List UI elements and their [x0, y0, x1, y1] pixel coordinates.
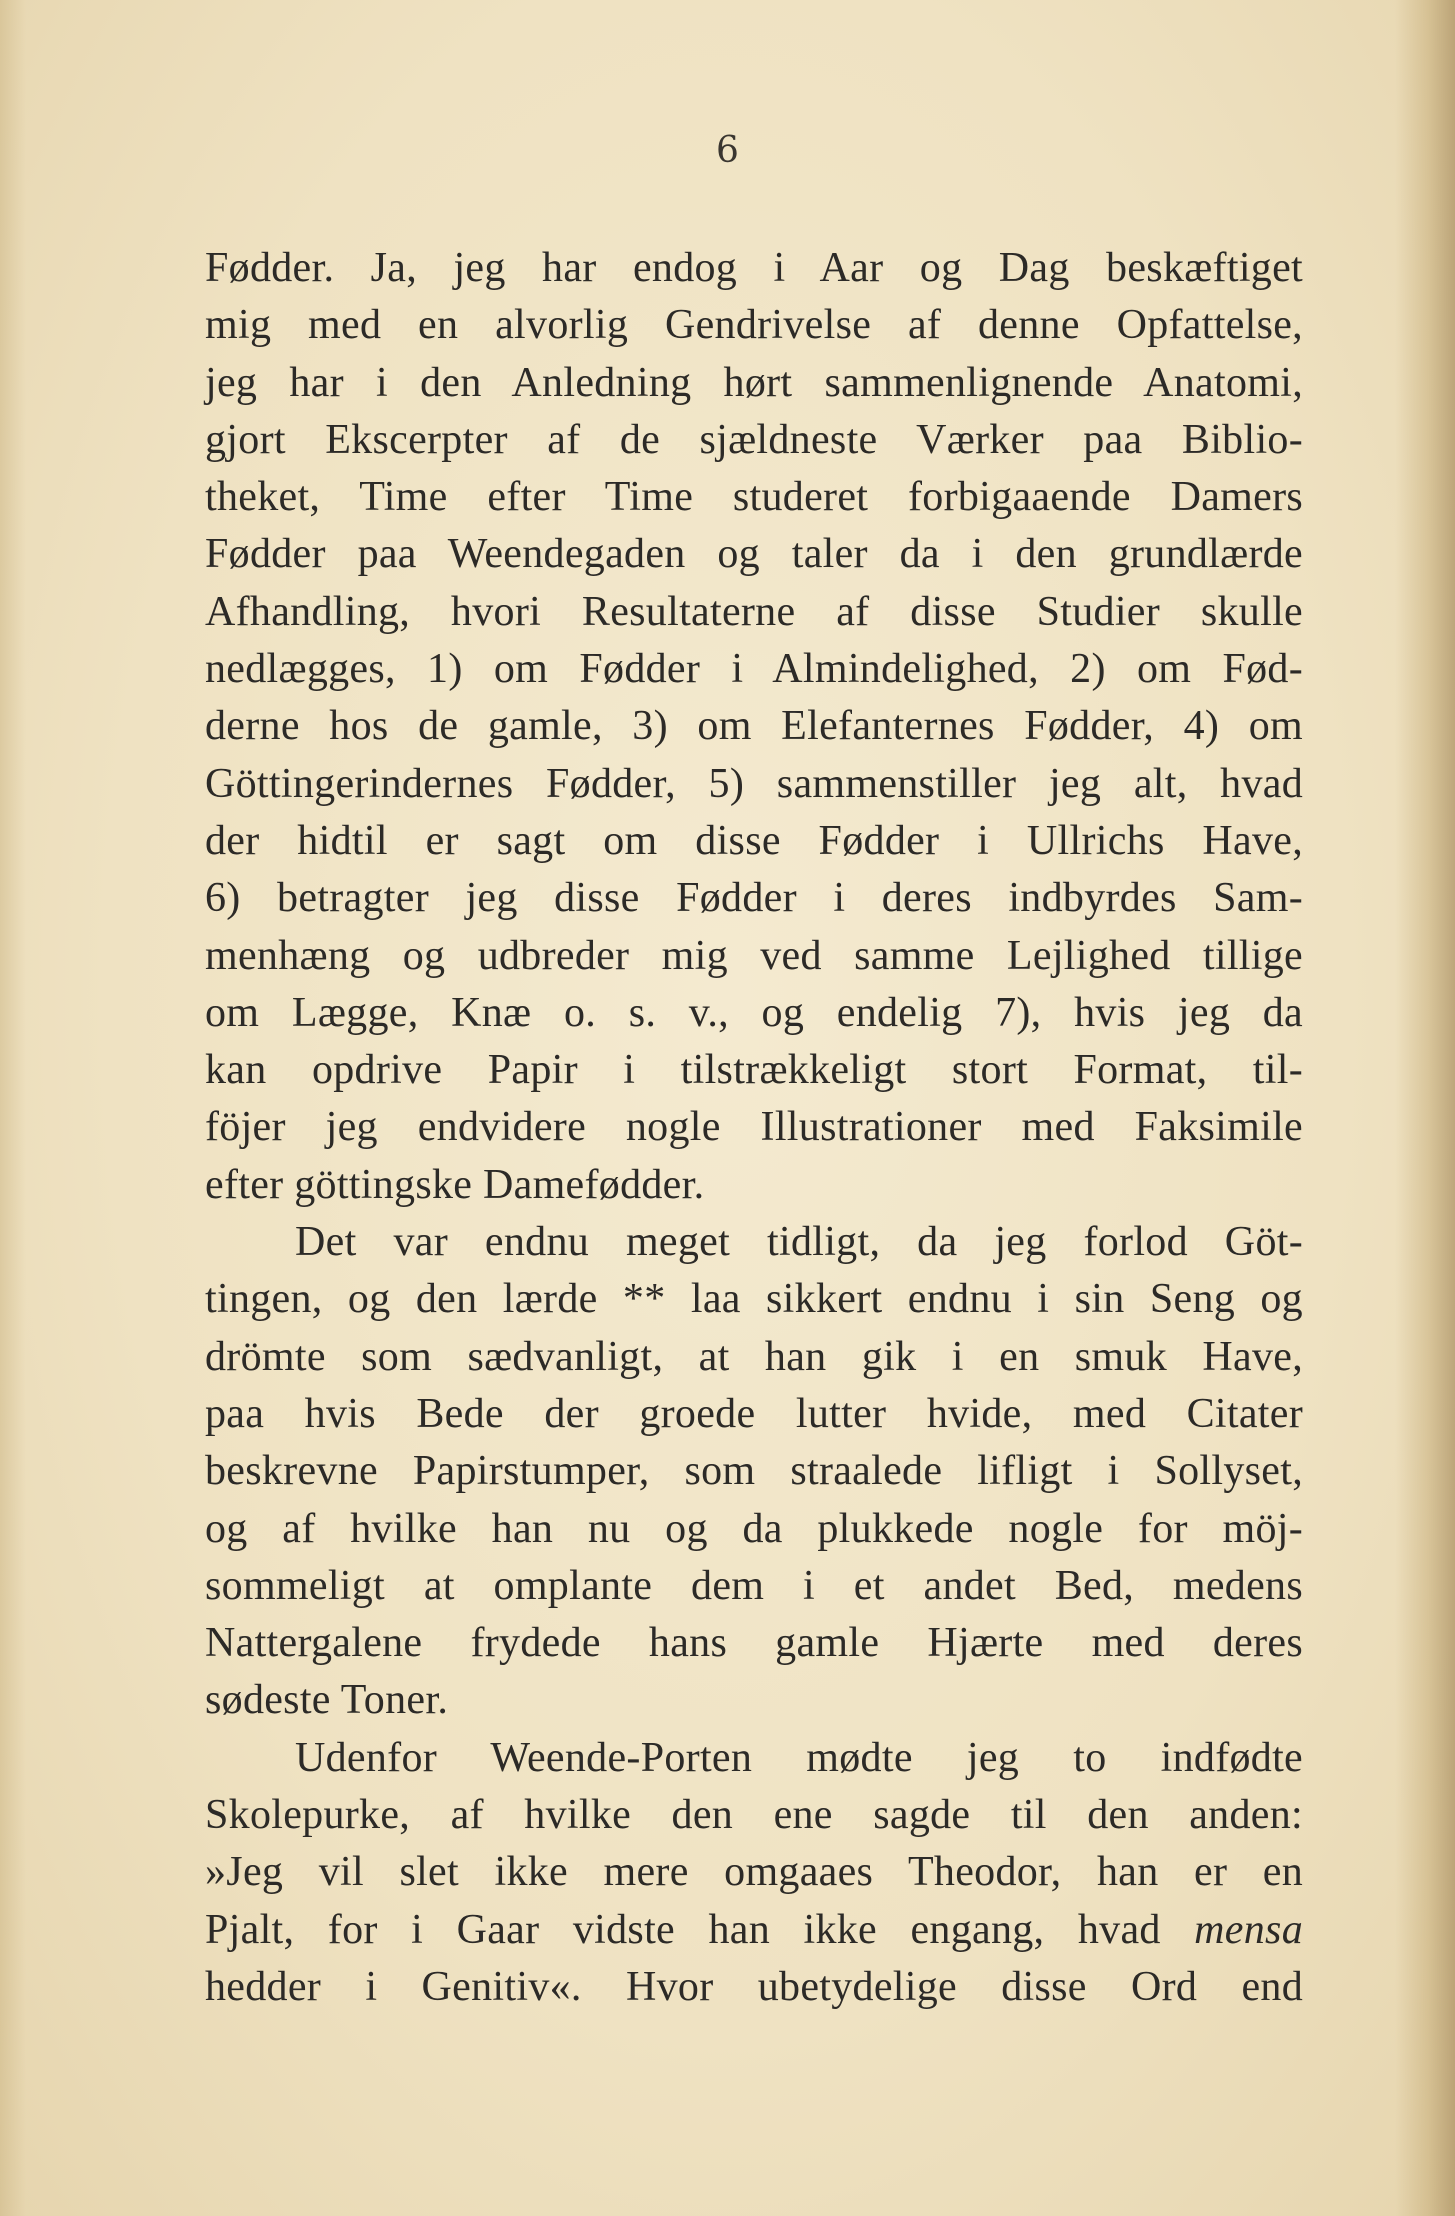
text-line: Fødder. Ja, jeg har endog i Aar og Dag beskæftiget: [205, 245, 1303, 291]
text-line: Göttingerindernes Fødder, 5) sammenstiller jeg alt, hvad: [205, 760, 1303, 807]
text-line: Skolepurke, af hvilke den ene sagde til den anden:: [205, 1792, 1303, 1839]
text-line: föjer jeg endvidere nogle Illustrationer med Faksimile: [205, 1104, 1303, 1151]
italic-word: mensa: [1194, 1906, 1303, 1953]
text-line: paa hvis Bede der groede lutter hvide, med Citater: [205, 1390, 1303, 1437]
text-line: menhæng og udbreder mig ved samme Lejlighed tillige: [205, 932, 1303, 979]
text-line: theket, Time efter Time studeret forbigaaende Damers: [205, 474, 1303, 521]
text-line: jeg har i den Anledning hørt sammenlignende Anatomi,: [205, 359, 1303, 406]
text-segment: Pjalt, for i Gaar vidste han ikke engang, hvad: [205, 1906, 1195, 1953]
text-line: nedlægges, 1) om Fødder i Almindelighed, 2) om Fød-: [205, 646, 1303, 693]
text-line: beskrevne Papirstumper, som straalede lifligt i Sollyset,: [205, 1448, 1303, 1495]
text-line: tingen, og den lærde ** laa sikkert endnu i sin Seng og: [205, 1276, 1303, 1323]
text-line: drömte som sædvanligt, at han gik i en smuk Have,: [205, 1333, 1303, 1380]
text-line: Udenfor Weende-Porten mødte jeg to indfødte: [295, 1734, 1303, 1781]
text-line: om Lægge, Knæ o. s. v., og endelig 7), hvis jeg da: [205, 989, 1303, 1036]
text-line: og af hvilke han nu og da plukkede nogle for möj-: [205, 1505, 1303, 1552]
text-line: sødeste Toner.: [205, 1677, 449, 1724]
page-edge-right: [1395, 0, 1455, 2216]
text-line: »Jeg vil slet ikke mere omgaaes Theodor, han er en: [205, 1849, 1303, 1896]
text-line: Nattergalene frydede hans gamle Hjærte med deres: [205, 1620, 1303, 1667]
text-line: Det var endnu meget tidligt, da jeg forlod Göt-: [295, 1219, 1303, 1266]
text-line: 6) betragter jeg disse Fødder i deres indbyrdes Sam-: [205, 875, 1303, 922]
page-edge-left: [0, 0, 26, 2216]
text-line: Fødder paa Weendegaden og taler da i den grundlærde: [205, 531, 1303, 578]
text-line: Afhandling, hvori Resultaterne af disse Studier skulle: [205, 588, 1303, 635]
text-line: derne hos de gamle, 3) om Elefanternes Fødder, 4) om: [205, 703, 1303, 750]
text-line: mig med en alvorlig Gendrivelse af denne Opfattelse,: [205, 302, 1303, 349]
text-line: gjort Ekscerpter af de sjældneste Værker paa Biblio-: [205, 416, 1303, 463]
body-text: [205, 240, 1303, 2016]
page-number: 6: [716, 130, 739, 171]
text-line: kan opdrive Papir i tilstrækkeligt stort Format, til-: [205, 1047, 1303, 1094]
text-line: der hidtil er sagt om disse Fødder i Ullrichs Have,: [205, 817, 1303, 864]
text-line: sommeligt at omplante dem i et andet Bed, medens: [205, 1562, 1303, 1609]
text-line: [205, 1902, 1303, 1959]
text-line: efter göttingske Damefødder.: [205, 1161, 705, 1208]
text-line: hedder i Genitiv«. Hvor ubetydelige disse Ord end: [205, 1963, 1303, 2010]
